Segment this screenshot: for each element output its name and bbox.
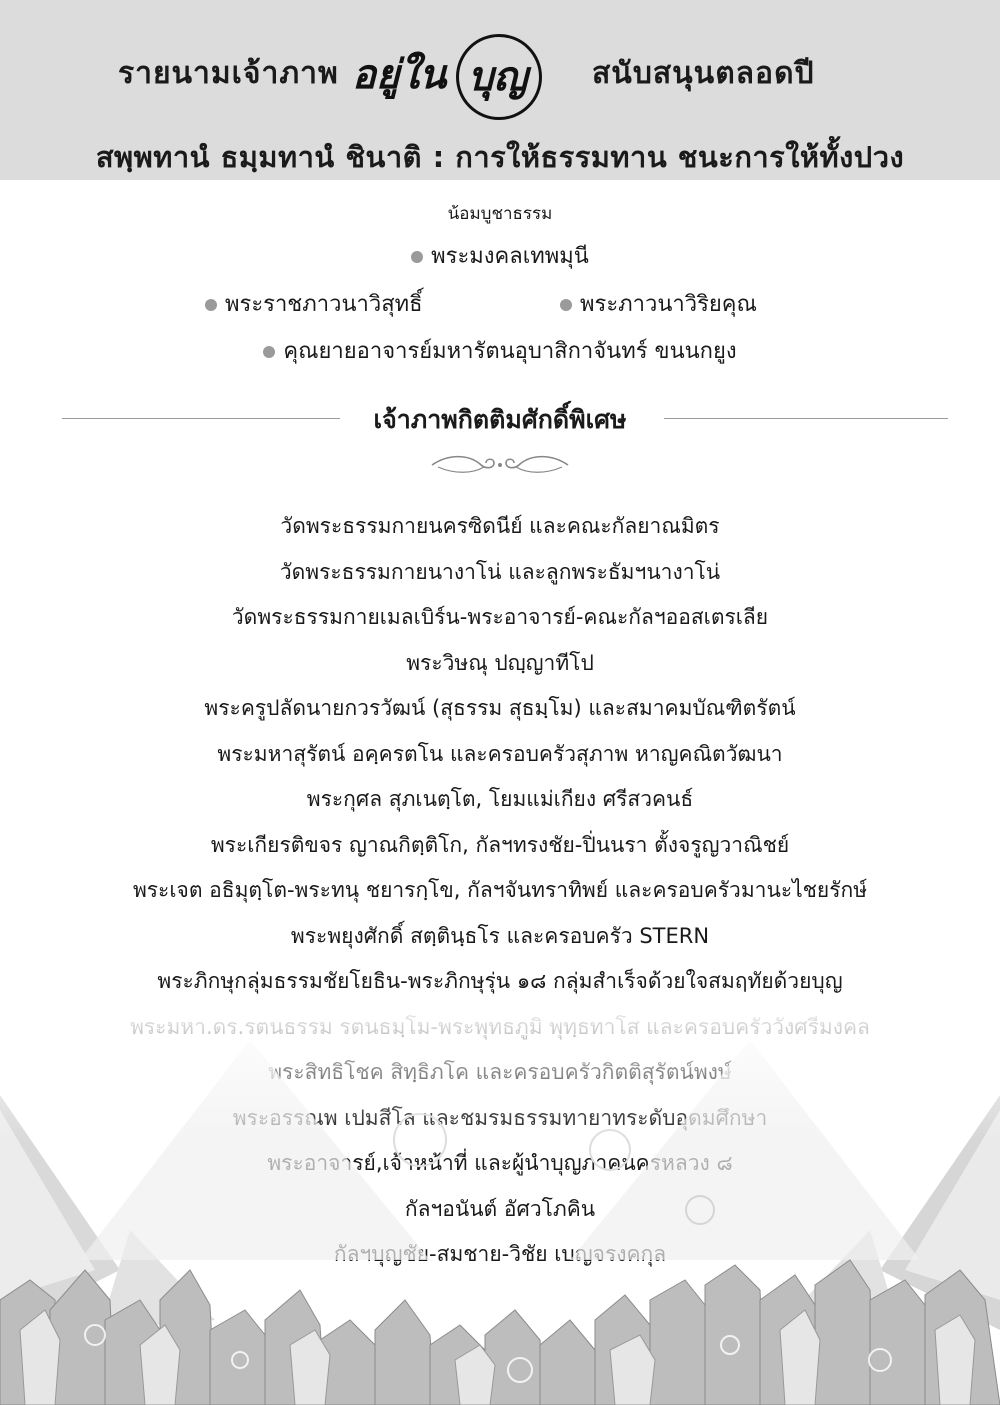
title-right: สนับสนุนตลอดปี <box>592 56 815 91</box>
sponsor-item: พระกุศล สุภเนตฺโต, โยมแม่เกียง ศรีสวคนธ์ <box>306 787 694 811</box>
invitation-label: น้อมบูชาธรรม <box>447 204 553 224</box>
bullet-icon <box>205 299 217 311</box>
monk-item <box>0 333 1000 368</box>
sponsor-item: พระเจต อธิมุตฺโต-พระทนุ ชยารกฺโข, กัลฯจันทราทิพย์ และครอบครัวมานะไชยรักษ์ <box>132 878 868 902</box>
subtitle: สพฺพทานํ ธมฺมทานํ ชินาติ : การให้ธรรมทาน ชนะการให้ทั้งปวง <box>95 140 905 174</box>
bullet-icon <box>411 251 423 263</box>
header-band <box>0 0 1000 180</box>
monk-item <box>560 286 757 321</box>
title-left: รายนามเจ้าภาพ <box>118 56 339 91</box>
logo-word-b: บุญ <box>468 53 528 100</box>
sponsor-item: วัดพระธรรมกายนางาโน่ และลูกพระธัมฯนางาโน่ <box>279 559 721 584</box>
logo-word-a: อยู่ใน <box>352 51 447 98</box>
monk-name: พระภาวนาวิริยคุณ <box>580 292 757 317</box>
sponsor-item: พระภิกษุกลุ่มธรรมชัยโยธิน-พระภิกษุรุ่น ๑๘ กลุ่มสำเร็จด้วยใจสมฤทัยด้วยบุญ <box>157 969 843 993</box>
bullet-icon <box>560 299 572 311</box>
section-heading: เจ้าภาพกิตติมศักดิ์พิเศษ <box>373 405 627 434</box>
flourish-ornament-icon <box>428 452 572 478</box>
title-row <box>0 40 1000 100</box>
crystal-pyramid-scenery <box>0 1000 1000 1405</box>
yunaiboon-logo <box>352 40 582 120</box>
sponsor-item: พระครูปลัดนายกวรวัฒน์ (สุธรรม สุธมฺโม) และสมาคมบัณฑิตรัตน์ <box>204 696 796 720</box>
sponsor-item: พระเกียรติขจร ญาณกิตฺติโก, กัลฯทรงชัย-ปิ่นนรา ตั้งจรูญวาณิชย์ <box>210 832 790 857</box>
sponsor-item: พระวิษณุ ปญฺญาทีโป <box>406 650 594 675</box>
monk-name: พระราชภาวนาวิสุทธิ์ <box>225 292 423 317</box>
sponsor-item: พระพยุงศักดิ์ สตฺตินฺธโร และครอบครัว STERN <box>290 923 710 948</box>
sponsor-item: พระมหาสุรัตน์ อคฺครตโน และครอบครัวสุภาพ หาญคณิตวัฒนา <box>217 741 783 766</box>
monk-name: คุณยายอาจารย์มหารัตนอุบาสิกาจันทร์ ขนนกยูง <box>283 339 737 364</box>
sponsor-item: วัดพระธรรมกายเมลเบิร์น-พระอาจารย์-คณะกัลฯออสเตรเลีย <box>231 605 769 629</box>
monk-item <box>205 286 423 321</box>
monk-item <box>0 238 1000 273</box>
monk-name: พระมงคลเทพมุนี <box>431 244 589 269</box>
divider-right <box>664 418 948 419</box>
sponsor-item: วัดพระธรรมกายนครซิดนีย์ และคณะกัลยาณมิตร <box>280 514 720 538</box>
bullet-icon <box>263 346 275 358</box>
